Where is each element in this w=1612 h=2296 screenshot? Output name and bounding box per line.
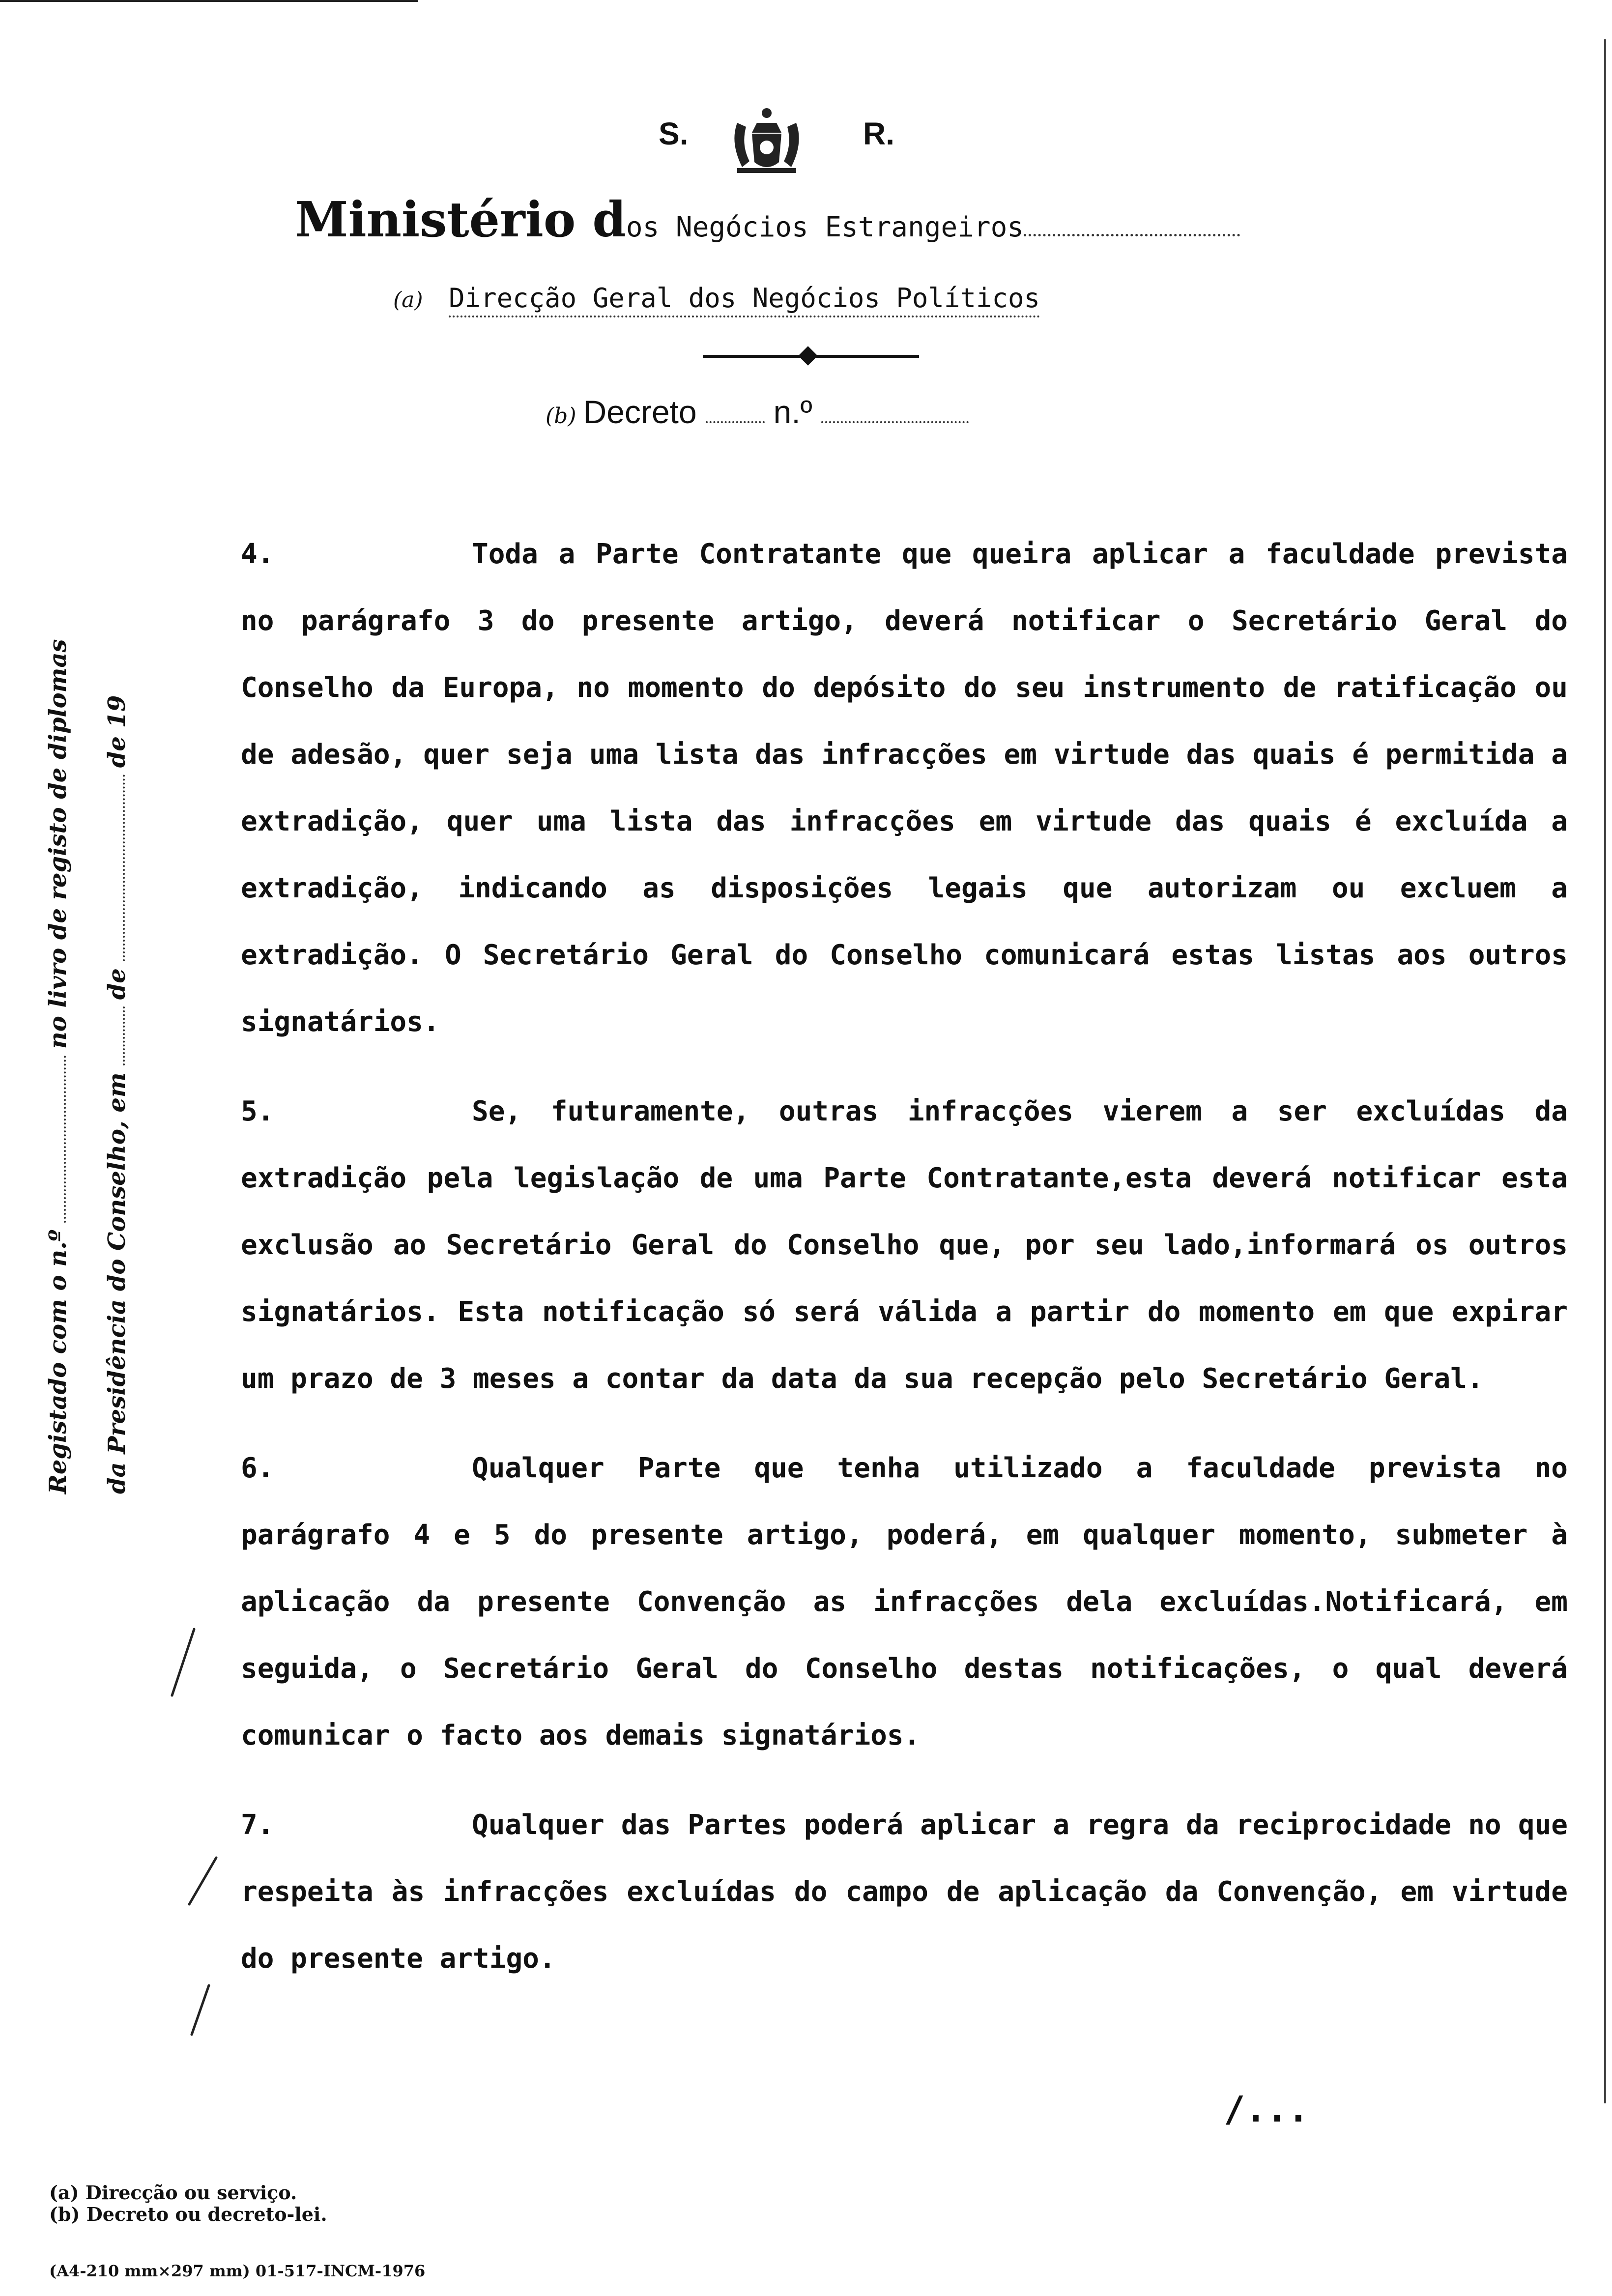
margin-note-presidencia: da Presidência do Conselho, em: [103, 1072, 131, 1494]
footnote-b: (b) Decreto ou decreto-lei.: [49, 2203, 327, 2225]
footnote-a: (a) Direcção ou serviço.: [49, 2181, 297, 2204]
paragraph-number: 7.: [241, 1809, 274, 1841]
numero-label: n.º: [773, 394, 812, 430]
continuation-mark: /...: [1224, 2089, 1309, 2130]
margin-slash-mark: [192, 1985, 209, 2035]
margin-note-registado: Registado com o n.º: [44, 1230, 72, 1494]
paragraph-text: Qualquer Parte que tenha utilizado a faculdade prevista no parágrafo 4 e 5 do presente artigo, poderá, em qualquer momento, submeter à aplicação da presente Convenção as infracções dela excluídas.Notificará, em seguida, o Secretário Geral do Conselho destas notificações, o qual deverá comunicar o facto aos demais signatários.: [241, 1452, 1568, 1751]
ministry-prefix: Ministério d: [295, 192, 626, 248]
b-label: (b): [546, 403, 576, 429]
direccao-value: Direcção Geral dos Negócios Políticos: [449, 283, 1040, 317]
ministry-name: os Negócios Estrangeiros: [626, 211, 1024, 243]
paragraph-text: Toda a Parte Contratante que queira aplicar a faculdade prevista no parágrafo 3 do presente artigo, deverá notificar o Secretário Geral do Conselho da Europa, no momento do depósito do seu instrumento de ratificação ou de adesão, quer seja uma lista das infracções em virtude das quais é permitida a extradição, quer uma lista das infracções em virtude das quais é excluída a extradição, indicando as disposições legais que autorizam ou excluem a extradição. O Secretário Geral do Conselho comunicará estas listas aos outros signatários.: [241, 538, 1568, 1038]
decreto-label: Decreto: [583, 394, 697, 430]
paragraph-number: 5.: [241, 1095, 274, 1127]
s-letter: S.: [659, 116, 689, 151]
printer-imprint: (A4-210 mm×297 mm) 01-517-INCM-1976: [49, 2262, 426, 2280]
a-label: (a): [393, 287, 423, 313]
margin-slash-mark: [189, 1858, 216, 1904]
margin-note-livro: no livro de registo de diplomas: [44, 639, 72, 1049]
paragraph-number: 6.: [241, 1452, 274, 1484]
margin-slash-mark: [172, 1629, 194, 1695]
margin-note-de-1: de: [103, 968, 131, 1000]
footnotes: [49, 2182, 327, 2225]
margin-note-de-19: de 19: [103, 695, 131, 768]
paragraph-text: Se, futuramente, outras infracções vierem a ser excluídas da extradição pela legislação de uma Parte Contratante,esta deverá notificar esta exclusão ao Secretário Geral do Conselho que, por seu lado,informará os outros signatários. Esta notificação só será válida a partir do momento em que expirar um prazo de 3 meses a contar da data da sua recepção pelo Secretário Geral.: [241, 1095, 1568, 1395]
r-letter: R.: [863, 116, 894, 151]
paragraph-text: Qualquer das Partes poderá aplicar a regra da reciprocidade no que respeita às infracções excluídas do campo de aplicação da Convenção, em virtude do presente artigo.: [241, 1809, 1568, 1975]
paragraph-number: 4.: [241, 538, 274, 570]
